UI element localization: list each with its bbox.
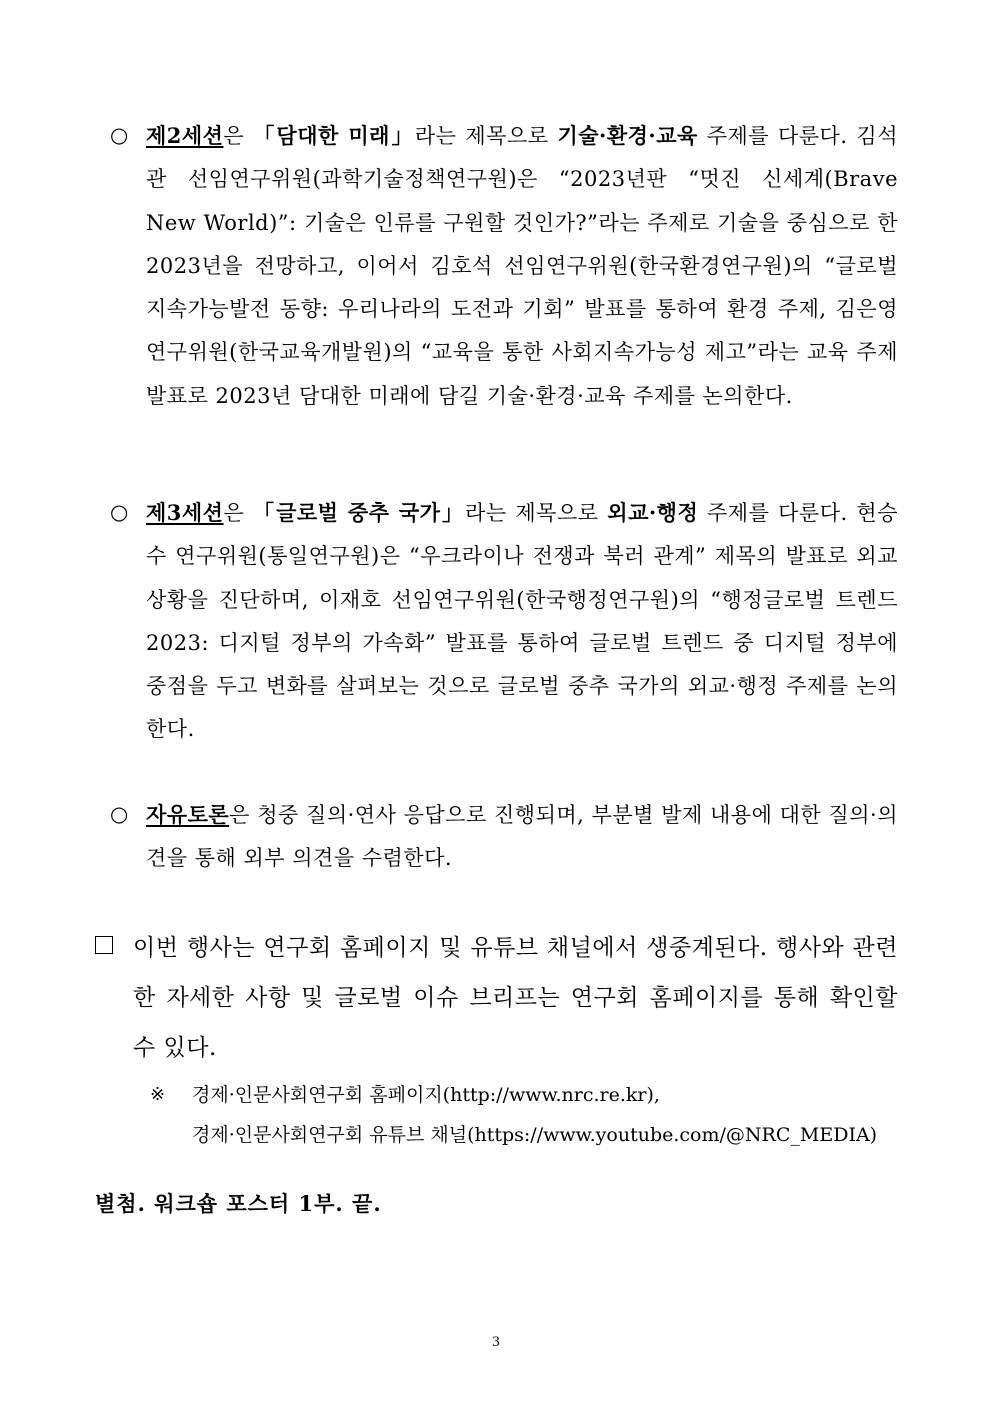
section-title: 제2세션: [146, 123, 224, 148]
broadcast-notice: [95, 923, 898, 1073]
youtube-link-text: 경제·인문사회연구회 유튜브 채널(https://www.youtube.com/@NRC_MEDIA): [192, 1124, 878, 1146]
section-body-text: 주제를 다룬다. 현승수 연구위원(통일연구원)은 “우크라이나 전쟁과 북러 관계” 제목의 발표로 외교 상황을 진단하며, 이재호 선임연구위원(한국행정연구원)의 “행정글로벌 트렌드 2023: 디지털 정부의 가속화” 발표를 통하여 글로벌 트렌드 중 디지털 정부에 중점을 두고 변화를 살펴보는 것으로 글로벌 중추 국가의 외교·행정 주제를 논의한다.: [146, 501, 898, 742]
section-3-bullet: [100, 491, 898, 752]
free-discussion-paragraph: [146, 793, 898, 881]
bullet-circle-icon: ○: [110, 802, 129, 826]
page-number: 3: [492, 1334, 500, 1350]
section-topic: 「글로벌 중추 국가」: [253, 500, 466, 525]
section-mid-text: 라는 제목으로: [414, 124, 558, 148]
section-title-suffix: 은: [223, 501, 254, 525]
section-2-paragraph: [146, 114, 898, 418]
section-body-text: 청중 질의·연사 응답으로 진행되며, 부분별 발제 내용에 대한 질의·의견을 통해 외부 의견을 수렴한다.: [146, 803, 898, 871]
section-subject: 외교·행정: [607, 500, 699, 525]
section-subject: 기술·환경·교육: [557, 123, 698, 148]
notice-paragraph: 이번 행사는 연구회 홈페이지 및 유튜브 채널에서 생중계된다. 행사와 관련한 자세한 사항 및 글로벌 이슈 브리프는 연구회 홈페이지를 통해 확인할 수 있다.: [133, 935, 898, 1061]
section-title-suffix: 은: [229, 803, 250, 827]
section-2-bullet: [100, 114, 898, 418]
section-3-paragraph: [146, 491, 898, 752]
section-title: 제3세션: [146, 500, 224, 525]
free-discussion-bullet: [100, 793, 898, 881]
bullet-circle-icon: ○: [110, 500, 129, 524]
section-topic: 「담대한 미래」: [253, 123, 415, 148]
bullet-circle-icon: ○: [110, 123, 129, 147]
reference-mark-icon: ※: [150, 1084, 166, 1105]
homepage-link-text: 경제·인문사회연구회 홈페이지(http://www.nrc.re.kr),: [192, 1084, 660, 1106]
section-body-text: 주제를 다룬다. 김석관 선임연구위원(과학기술정책연구원)은 “2023년판 “멋진 신세계(Brave New World)”: 기술은 인류를 구원할 것인가?”라는 주제로 기술을 중심으로 한 2023년을 전망하고, 이어서 김호석 선임연구위원(한국환경연구원)의 “글로벌 지속가능발전 동향: 우리나라의 도전과 기회” 발표를 통하여 환경 주제, 김은영 연구위원(한국교육개발원)의 “교육을 통한 사회지속가능성 제고”라는 교육 주제 발표로 2023년 담대한 미래에 담길 기술·환경·교육 주제를 논의한다.: [146, 124, 898, 408]
section-mid-text: 라는 제목으로: [465, 501, 608, 525]
section-title: 자유토론: [146, 802, 230, 827]
attachment-line: 별첨. 워크숍 포스터 1부. 끝.: [95, 1191, 382, 1216]
section-title-suffix: 은: [223, 124, 254, 148]
checkbox-square-icon: [95, 936, 113, 954]
reference-note: [150, 1075, 910, 1155]
